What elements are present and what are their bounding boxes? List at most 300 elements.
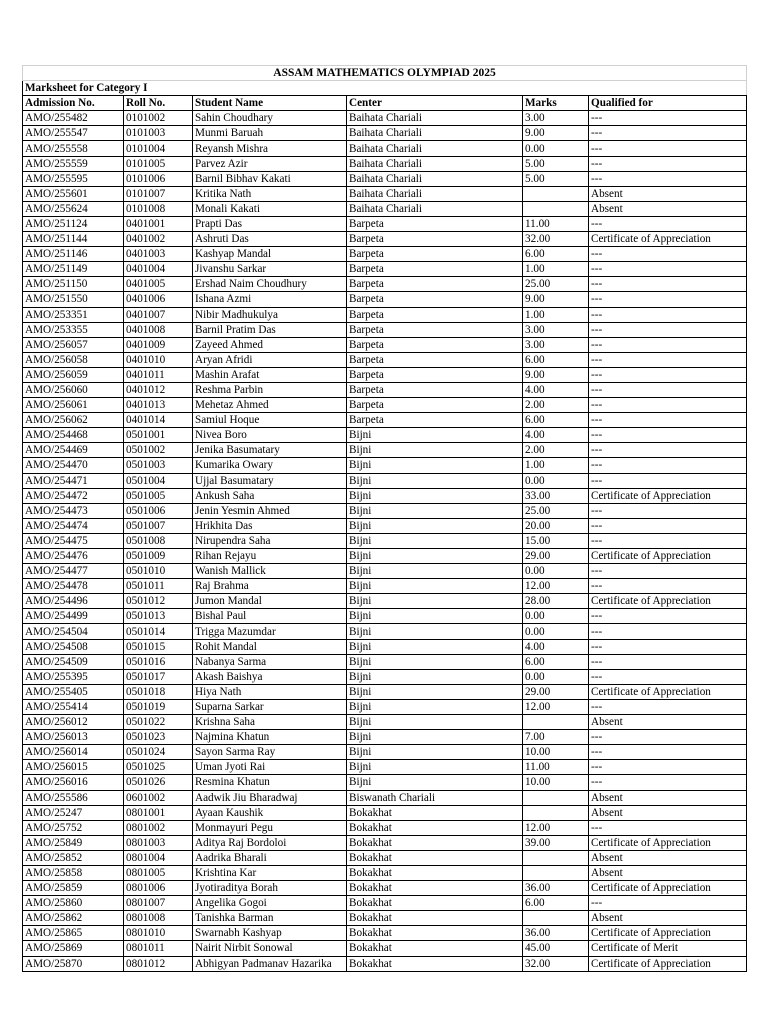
roll-no-cell: 0101004 xyxy=(124,141,193,156)
qualified-for-cell: --- xyxy=(589,292,747,307)
marks-cell: 0.00 xyxy=(523,141,589,156)
table-row xyxy=(23,790,747,805)
center-cell: Bijni xyxy=(347,503,523,518)
qualified-for-cell: Absent xyxy=(589,850,747,865)
center-cell: Biswanath Chariali xyxy=(347,790,523,805)
table-row xyxy=(23,292,747,307)
admission-no-cell: AMO/255395 xyxy=(23,669,124,684)
student-name-cell: Bishal Paul xyxy=(193,609,347,624)
admission-no-cell: AMO/256014 xyxy=(23,745,124,760)
student-name-cell: Akash Baishya xyxy=(193,669,347,684)
roll-no-cell: 0801002 xyxy=(124,820,193,835)
roll-no-cell: 0801004 xyxy=(124,850,193,865)
center-cell: Bokakhat xyxy=(347,926,523,941)
admission-no-cell: AMO/25858 xyxy=(23,865,124,880)
qualified-for-cell: Certificate of Appreciation xyxy=(589,594,747,609)
student-name-cell: Samiul Hoque xyxy=(193,413,347,428)
center-cell: Bijni xyxy=(347,428,523,443)
qualified-for-cell: Certificate of Merit xyxy=(589,941,747,956)
admission-no-cell: AMO/253351 xyxy=(23,307,124,322)
admission-no-cell: AMO/256062 xyxy=(23,413,124,428)
qualified-for-cell: --- xyxy=(589,322,747,337)
center-cell: Barpeta xyxy=(347,322,523,337)
center-cell: Bijni xyxy=(347,549,523,564)
center-cell: Barpeta xyxy=(347,277,523,292)
student-name-cell: Ashruti Das xyxy=(193,232,347,247)
qualified-for-cell: --- xyxy=(589,896,747,911)
qualified-for-cell: --- xyxy=(589,730,747,745)
admission-no-cell: AMO/25870 xyxy=(23,956,124,971)
table-row xyxy=(23,337,747,352)
table-row xyxy=(23,805,747,820)
table-row xyxy=(23,715,747,730)
table-row xyxy=(23,533,747,548)
roll-no-cell: 0501024 xyxy=(124,745,193,760)
table-row xyxy=(23,684,747,699)
student-name-cell: Jivanshu Sarkar xyxy=(193,262,347,277)
marks-cell: 36.00 xyxy=(523,926,589,941)
center-cell: Bijni xyxy=(347,609,523,624)
center-cell: Baihata Chariali xyxy=(347,186,523,201)
roll-no-cell: 0501017 xyxy=(124,669,193,684)
qualified-for-cell: --- xyxy=(589,111,747,126)
table-row xyxy=(23,669,747,684)
table-row xyxy=(23,518,747,533)
student-name-cell: Ayaan Kaushik xyxy=(193,805,347,820)
marks-cell: 9.00 xyxy=(523,367,589,382)
roll-no-cell: 0801001 xyxy=(124,805,193,820)
header-row xyxy=(23,96,747,111)
admission-no-cell: AMO/256060 xyxy=(23,382,124,397)
center-cell: Barpeta xyxy=(347,337,523,352)
student-name-cell: Angelika Gogoi xyxy=(193,896,347,911)
center-cell: Baihata Chariali xyxy=(347,141,523,156)
student-name-cell: Kashyap Mandal xyxy=(193,247,347,262)
student-name-cell: Sayon Sarma Ray xyxy=(193,745,347,760)
qualified-for-cell: --- xyxy=(589,413,747,428)
roll-no-cell: 0101008 xyxy=(124,201,193,216)
qualified-for-cell: --- xyxy=(589,352,747,367)
admission-no-cell: AMO/254473 xyxy=(23,503,124,518)
marks-cell: 32.00 xyxy=(523,956,589,971)
admission-no-cell: AMO/255624 xyxy=(23,201,124,216)
roll-no-cell: 0101005 xyxy=(124,156,193,171)
qualified-for-cell: --- xyxy=(589,503,747,518)
marks-cell: 4.00 xyxy=(523,428,589,443)
marks-cell: 12.00 xyxy=(523,820,589,835)
table-row xyxy=(23,156,747,171)
student-name-cell: Ujjal Basumatary xyxy=(193,473,347,488)
table-row xyxy=(23,745,747,760)
roll-no-cell: 0501025 xyxy=(124,760,193,775)
qualified-for-cell: --- xyxy=(589,654,747,669)
marks-cell: 0.00 xyxy=(523,609,589,624)
qualified-for-cell: --- xyxy=(589,428,747,443)
student-name-cell: Mashin Arafat xyxy=(193,367,347,382)
admission-no-cell: AMO/254475 xyxy=(23,533,124,548)
student-name-cell: Tanishka Barman xyxy=(193,911,347,926)
qualified-for-cell: --- xyxy=(589,247,747,262)
student-name-cell: Uman Jyoti Rai xyxy=(193,760,347,775)
marks-cell: 25.00 xyxy=(523,277,589,292)
roll-no-cell: 0801010 xyxy=(124,926,193,941)
center-cell: Barpeta xyxy=(347,367,523,382)
marks-cell: 1.00 xyxy=(523,307,589,322)
qualified-for-cell: --- xyxy=(589,473,747,488)
marks-cell xyxy=(523,186,589,201)
qualified-for-cell: --- xyxy=(589,518,747,533)
student-name-cell: Jenin Yesmin Ahmed xyxy=(193,503,347,518)
student-name-cell: Reshma Parbin xyxy=(193,382,347,397)
roll-no-cell: 0801012 xyxy=(124,956,193,971)
table-row xyxy=(23,639,747,654)
table-row xyxy=(23,247,747,262)
qualified-for-cell: --- xyxy=(589,307,747,322)
student-name-cell: Swarnabh Kashyap xyxy=(193,926,347,941)
student-name-cell: Ershad Naim Choudhury xyxy=(193,277,347,292)
subtitle-row xyxy=(23,81,747,96)
student-name-cell: Resmina Khatun xyxy=(193,775,347,790)
roll-no-cell: 0501012 xyxy=(124,594,193,609)
center-cell: Bijni xyxy=(347,564,523,579)
student-name-cell: Barnil Bibhav Kakati xyxy=(193,171,347,186)
center-cell: Barpeta xyxy=(347,398,523,413)
admission-no-cell: AMO/251150 xyxy=(23,277,124,292)
marks-cell: 4.00 xyxy=(523,382,589,397)
student-name-cell: Monali Kakati xyxy=(193,201,347,216)
student-name-cell: Krishna Saha xyxy=(193,715,347,730)
qualified-for-cell: --- xyxy=(589,624,747,639)
student-name-cell: Reyansh Mishra xyxy=(193,141,347,156)
roll-no-cell: 0501006 xyxy=(124,503,193,518)
table-row xyxy=(23,835,747,850)
student-name-cell: Trigga Mazumdar xyxy=(193,624,347,639)
student-name-cell: Najmina Khatun xyxy=(193,730,347,745)
table-row xyxy=(23,201,747,216)
roll-no-cell: 0401014 xyxy=(124,413,193,428)
column-header-name: Student Name xyxy=(193,96,347,111)
student-name-cell: Monmayuri Pegu xyxy=(193,820,347,835)
roll-no-cell: 0501003 xyxy=(124,458,193,473)
admission-no-cell: AMO/251124 xyxy=(23,216,124,231)
roll-no-cell: 0101006 xyxy=(124,171,193,186)
table-row xyxy=(23,654,747,669)
table-row xyxy=(23,911,747,926)
table-row xyxy=(23,564,747,579)
qualified-for-cell: Certificate of Appreciation xyxy=(589,488,747,503)
center-cell: Baihata Chariali xyxy=(347,201,523,216)
roll-no-cell: 0401007 xyxy=(124,307,193,322)
marks-cell: 2.00 xyxy=(523,443,589,458)
student-name-cell: Nivea Boro xyxy=(193,428,347,443)
qualified-for-cell: --- xyxy=(589,775,747,790)
qualified-for-cell: --- xyxy=(589,579,747,594)
admission-no-cell: AMO/254504 xyxy=(23,624,124,639)
roll-no-cell: 0501005 xyxy=(124,488,193,503)
center-cell: Bokakhat xyxy=(347,881,523,896)
roll-no-cell: 0501016 xyxy=(124,654,193,669)
marks-cell: 1.00 xyxy=(523,262,589,277)
marks-cell: 11.00 xyxy=(523,216,589,231)
student-name-cell: Prapti Das xyxy=(193,216,347,231)
admission-no-cell: AMO/25247 xyxy=(23,805,124,820)
table-row xyxy=(23,367,747,382)
roll-no-cell: 0401001 xyxy=(124,216,193,231)
marks-cell xyxy=(523,790,589,805)
center-cell: Bijni xyxy=(347,458,523,473)
center-cell: Bokakhat xyxy=(347,835,523,850)
admission-no-cell: AMO/255559 xyxy=(23,156,124,171)
center-cell: Barpeta xyxy=(347,382,523,397)
table-row xyxy=(23,428,747,443)
table-row xyxy=(23,413,747,428)
marks-cell: 29.00 xyxy=(523,684,589,699)
center-cell: Baihata Chariali xyxy=(347,156,523,171)
center-cell: Bijni xyxy=(347,699,523,714)
roll-no-cell: 0401005 xyxy=(124,277,193,292)
qualified-for-cell: Absent xyxy=(589,715,747,730)
student-name-cell: Zayeed Ahmed xyxy=(193,337,347,352)
center-cell: Bijni xyxy=(347,594,523,609)
center-cell: Baihata Chariali xyxy=(347,171,523,186)
center-cell: Bijni xyxy=(347,775,523,790)
center-cell: Bokakhat xyxy=(347,805,523,820)
center-cell: Bijni xyxy=(347,669,523,684)
center-cell: Bijni xyxy=(347,745,523,760)
qualified-for-cell: Certificate of Appreciation xyxy=(589,232,747,247)
marks-cell xyxy=(523,911,589,926)
qualified-for-cell: --- xyxy=(589,337,747,352)
column-header-marks: Marks xyxy=(523,96,589,111)
roll-no-cell: 0101003 xyxy=(124,126,193,141)
table-row xyxy=(23,503,747,518)
table-row xyxy=(23,699,747,714)
table-row xyxy=(23,277,747,292)
admission-no-cell: AMO/25869 xyxy=(23,941,124,956)
roll-no-cell: 0101007 xyxy=(124,186,193,201)
admission-no-cell: AMO/255558 xyxy=(23,141,124,156)
marks-cell: 12.00 xyxy=(523,699,589,714)
student-name-cell: Suparna Sarkar xyxy=(193,699,347,714)
center-cell: Bijni xyxy=(347,760,523,775)
student-name-cell: Kritika Nath xyxy=(193,186,347,201)
center-cell: Barpeta xyxy=(347,292,523,307)
admission-no-cell: AMO/255595 xyxy=(23,171,124,186)
qualified-for-cell: Certificate of Appreciation xyxy=(589,926,747,941)
table-row xyxy=(23,926,747,941)
center-cell: Barpeta xyxy=(347,216,523,231)
sheet-subtitle: Marksheet for Category I xyxy=(23,81,747,96)
qualified-for-cell: --- xyxy=(589,699,747,714)
qualified-for-cell: --- xyxy=(589,820,747,835)
admission-no-cell: AMO/254470 xyxy=(23,458,124,473)
center-cell: Bijni xyxy=(347,624,523,639)
marks-cell: 32.00 xyxy=(523,232,589,247)
center-cell: Baihata Chariali xyxy=(347,111,523,126)
qualified-for-cell: Certificate of Appreciation xyxy=(589,881,747,896)
table-row xyxy=(23,488,747,503)
marks-cell: 6.00 xyxy=(523,352,589,367)
column-header-admission: Admission No. xyxy=(23,96,124,111)
center-cell: Bijni xyxy=(347,443,523,458)
roll-no-cell: 0501022 xyxy=(124,715,193,730)
student-name-cell: Jumon Mandal xyxy=(193,594,347,609)
qualified-for-cell: --- xyxy=(589,126,747,141)
roll-no-cell: 0401010 xyxy=(124,352,193,367)
marks-cell xyxy=(523,865,589,880)
qualified-for-cell: --- xyxy=(589,382,747,397)
roll-no-cell: 0501023 xyxy=(124,730,193,745)
marks-cell: 5.00 xyxy=(523,156,589,171)
marks-cell xyxy=(523,201,589,216)
table-row xyxy=(23,458,747,473)
marks-cell: 1.00 xyxy=(523,458,589,473)
table-row xyxy=(23,956,747,971)
center-cell: Barpeta xyxy=(347,262,523,277)
column-header-qualified: Qualified for xyxy=(589,96,747,111)
student-name-cell: Nabanya Sarma xyxy=(193,654,347,669)
admission-no-cell: AMO/255547 xyxy=(23,126,124,141)
qualified-for-cell: --- xyxy=(589,216,747,231)
student-name-cell: Rohit Mandal xyxy=(193,639,347,654)
student-name-cell: Hrikhita Das xyxy=(193,518,347,533)
marks-cell: 12.00 xyxy=(523,579,589,594)
qualified-for-cell: --- xyxy=(589,141,747,156)
admission-no-cell: AMO/256058 xyxy=(23,352,124,367)
table-row xyxy=(23,216,747,231)
qualified-for-cell: Absent xyxy=(589,201,747,216)
qualified-for-cell: --- xyxy=(589,443,747,458)
roll-no-cell: 0401013 xyxy=(124,398,193,413)
center-cell: Bijni xyxy=(347,533,523,548)
admission-no-cell: AMO/253355 xyxy=(23,322,124,337)
marks-cell: 25.00 xyxy=(523,503,589,518)
qualified-for-cell: --- xyxy=(589,639,747,654)
column-header-center: Center xyxy=(347,96,523,111)
marks-cell: 0.00 xyxy=(523,624,589,639)
qualified-for-cell: --- xyxy=(589,745,747,760)
marksheet xyxy=(22,65,746,972)
roll-no-cell: 0401011 xyxy=(124,367,193,382)
center-cell: Bokakhat xyxy=(347,941,523,956)
table-row xyxy=(23,171,747,186)
marks-cell: 33.00 xyxy=(523,488,589,503)
qualified-for-cell: --- xyxy=(589,458,747,473)
admission-no-cell: AMO/255414 xyxy=(23,699,124,714)
qualified-for-cell: --- xyxy=(589,564,747,579)
qualified-for-cell: --- xyxy=(589,760,747,775)
admission-no-cell: AMO/25865 xyxy=(23,926,124,941)
student-name-cell: Mehetaz Ahmed xyxy=(193,398,347,413)
column-header-roll: Roll No. xyxy=(124,96,193,111)
marks-cell: 0.00 xyxy=(523,669,589,684)
qualified-for-cell: Certificate of Appreciation xyxy=(589,956,747,971)
table-row xyxy=(23,865,747,880)
marks-cell: 10.00 xyxy=(523,745,589,760)
student-name-cell: Jyotiraditya Borah xyxy=(193,881,347,896)
marks-cell: 7.00 xyxy=(523,730,589,745)
roll-no-cell: 0401006 xyxy=(124,292,193,307)
table-row xyxy=(23,232,747,247)
admission-no-cell: AMO/25860 xyxy=(23,896,124,911)
roll-no-cell: 0401008 xyxy=(124,322,193,337)
table-row xyxy=(23,609,747,624)
student-name-cell: Wanish Mallick xyxy=(193,564,347,579)
table-row xyxy=(23,594,747,609)
center-cell: Barpeta xyxy=(347,352,523,367)
center-cell: Baihata Chariali xyxy=(347,126,523,141)
admission-no-cell: AMO/251146 xyxy=(23,247,124,262)
student-name-cell: Aryan Afridi xyxy=(193,352,347,367)
qualified-for-cell: --- xyxy=(589,398,747,413)
roll-no-cell: 0501018 xyxy=(124,684,193,699)
qualified-for-cell: Certificate of Appreciation xyxy=(589,684,747,699)
center-cell: Bokakhat xyxy=(347,896,523,911)
table-row xyxy=(23,579,747,594)
table-row xyxy=(23,775,747,790)
marks-cell: 0.00 xyxy=(523,564,589,579)
student-name-cell: Nibir Madhukulya xyxy=(193,307,347,322)
roll-no-cell: 0801008 xyxy=(124,911,193,926)
table-row xyxy=(23,760,747,775)
table-row xyxy=(23,730,747,745)
qualified-for-cell: --- xyxy=(589,156,747,171)
student-name-cell: Jenika Basumatary xyxy=(193,443,347,458)
marks-cell: 3.00 xyxy=(523,322,589,337)
center-cell: Bokakhat xyxy=(347,911,523,926)
marks-cell: 15.00 xyxy=(523,533,589,548)
marks-cell: 36.00 xyxy=(523,881,589,896)
table-row xyxy=(23,896,747,911)
marks-cell: 3.00 xyxy=(523,337,589,352)
admission-no-cell: AMO/255586 xyxy=(23,790,124,805)
marks-cell: 3.00 xyxy=(523,111,589,126)
qualified-for-cell: Absent xyxy=(589,790,747,805)
marks-cell xyxy=(523,850,589,865)
marks-cell: 5.00 xyxy=(523,171,589,186)
admission-no-cell: AMO/25852 xyxy=(23,850,124,865)
table-row xyxy=(23,820,747,835)
marks-cell: 20.00 xyxy=(523,518,589,533)
roll-no-cell: 0501008 xyxy=(124,533,193,548)
roll-no-cell: 0801003 xyxy=(124,835,193,850)
center-cell: Bokakhat xyxy=(347,820,523,835)
marks-cell: 6.00 xyxy=(523,413,589,428)
marks-cell: 11.00 xyxy=(523,760,589,775)
marks-cell: 9.00 xyxy=(523,292,589,307)
admission-no-cell: AMO/256015 xyxy=(23,760,124,775)
student-name-cell: Aditya Raj Bordoloi xyxy=(193,835,347,850)
admission-no-cell: AMO/255482 xyxy=(23,111,124,126)
marks-cell: 39.00 xyxy=(523,835,589,850)
student-name-cell: Ankush Saha xyxy=(193,488,347,503)
sheet-title: ASSAM MATHEMATICS OLYMPIAD 2025 xyxy=(23,66,747,81)
qualified-for-cell: Absent xyxy=(589,186,747,201)
title-row xyxy=(23,66,747,81)
roll-no-cell: 0401003 xyxy=(124,247,193,262)
marks-cell: 2.00 xyxy=(523,398,589,413)
table-row xyxy=(23,352,747,367)
student-name-cell: Raj Brahma xyxy=(193,579,347,594)
admission-no-cell: AMO/256059 xyxy=(23,367,124,382)
marks-cell: 0.00 xyxy=(523,473,589,488)
roll-no-cell: 0501007 xyxy=(124,518,193,533)
admission-no-cell: AMO/256012 xyxy=(23,715,124,730)
admission-no-cell: AMO/254471 xyxy=(23,473,124,488)
roll-no-cell: 0501015 xyxy=(124,639,193,654)
roll-no-cell: 0401009 xyxy=(124,337,193,352)
table-body xyxy=(23,111,747,971)
